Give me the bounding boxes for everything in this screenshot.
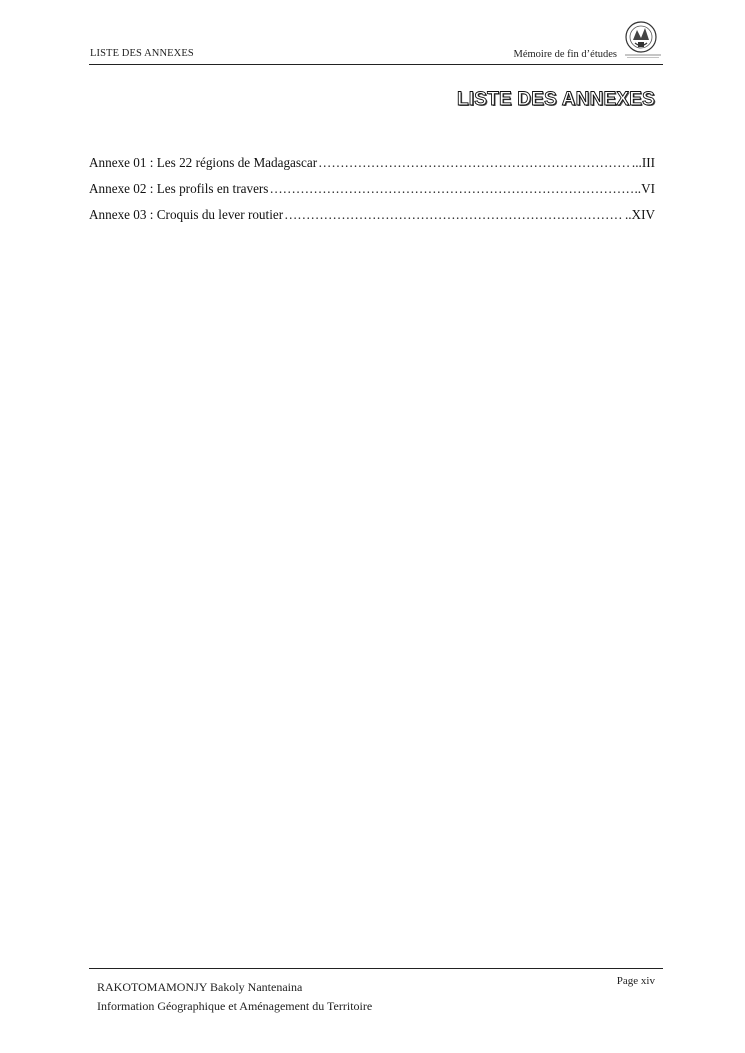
dot-leader [318, 150, 631, 176]
annex-entry-label: Annexe 01 : Les 22 régions de Madagascar [89, 155, 318, 170]
page-title: LISTE DES ANNEXES [456, 89, 655, 110]
annex-list [89, 150, 655, 228]
school-emblem-icon [621, 18, 663, 60]
annex-entry-label: Annexe 03 : Croquis du lever routier [89, 207, 284, 222]
header-section-title: LISTE DES ANNEXES [90, 48, 194, 59]
annex-entry-03[interactable] [89, 202, 655, 228]
annex-entry-page: ..XIV [624, 207, 655, 222]
annex-entry-page: ..VI [634, 181, 655, 196]
dot-leader [269, 176, 633, 202]
footer-department: Information Géographique et Aménagement du Territoire [97, 999, 373, 1013]
annex-entry-02[interactable] [89, 176, 655, 202]
page-footer [89, 968, 663, 1029]
header-document-type: Mémoire de fin d’études [513, 49, 617, 60]
annex-entry-label: Annexe 02 : Les profils en travers [89, 181, 269, 196]
dot-leader [284, 202, 624, 228]
footer-author: RAKOTOMAMONJY Bakoly Nantenaina [97, 980, 303, 994]
annex-entry-01[interactable] [89, 150, 655, 176]
annex-entry-page: ...III [631, 155, 655, 170]
page-header [89, 18, 663, 65]
page-number: Page xiv [616, 975, 655, 987]
